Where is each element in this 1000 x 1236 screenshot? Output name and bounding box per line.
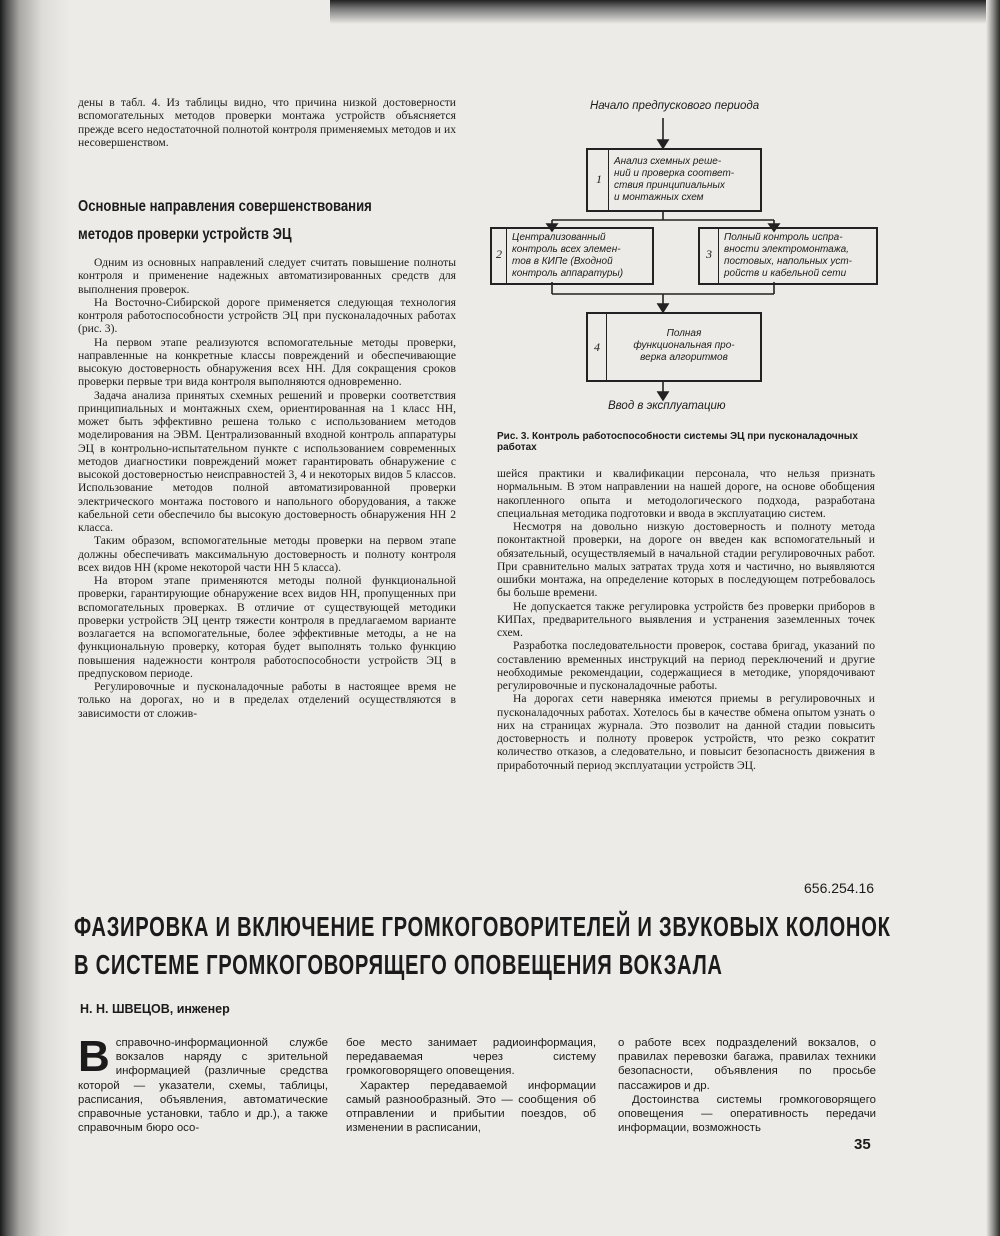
article-author: Н. Н. ШВЕЦОВ, инженер xyxy=(80,1002,230,1016)
article-column-1 xyxy=(78,1032,328,1135)
right-paragraph-4: Разработка последовательности проверок, состава бригад, указаний по составлению временных инструкций на период переключений и другие необходимые рекомендации, содержащиеся в методике, упорядочивают регулировочные и пусконаладочные работы. xyxy=(497,639,875,692)
flowchart-box-2: 2 Централизованный контроль всех элемен- тов в КИПе (Входной контроль аппаратуры) xyxy=(490,227,654,285)
right-column xyxy=(497,467,875,772)
article-column-2: бое место занимает радиоинформация, передаваемая через систему громкоговорящего оповещения. Характер передаваемой информации самый разнообразный. Это — сообщения об отправлении и прибытии поездов, об изменении в расписании, xyxy=(346,1037,596,1135)
left-paragraph-8: Регулировочные и пусконаладочные работы в настоящее время не только на дорогах, но и в пределах отделений осуществляются в зависимости от сложив- xyxy=(78,680,456,720)
right-paragraph-2: Несмотря на довольно низкую достоверность и полноту метода поконтактной проверки, на дороге он введен как вспомогательный и обязательный, осуществляемый в начальной стадии регулировочных работ. При сравнительно малых затратах труда хотя и частично, но выявляются ошибки монтажа, на определение которых в последующем потребовалось бы больше времени. xyxy=(497,520,875,600)
drop-cap: В xyxy=(78,1032,110,1081)
flowchart-box-3: 3 Полный контроль испра- вности электромонтажа, постовых, напольных уст- ройств и кабельной сети xyxy=(698,227,878,285)
right-paragraph-1: шейся практики и квалификации персонала, что нельзя признать нормальным. В этом направлении на нашей дороге, на основе обобщения накопленного опыта и методологического подхода, разработана специальная методика подготовки и ввода в эксплуатацию систем. xyxy=(497,467,875,520)
left-paragraph-7: На втором этапе применяются методы полной функциональной проверки, гарантирующие обнаружение всех видов НН, пропущенных при вспомогательных проверках. В отличие от существующей методики проверки устройств ЭЦ центр тяжести контроля в предлагаемом варианте возлагается на вспомогательные, более эффективные методы, а не на функциональную проверку, которая будет выполнять только функцию повышения надежности контроля работоспособности устройств ЭЦ в предпусковом периоде. xyxy=(78,574,456,680)
scan-left-edge xyxy=(0,0,70,1236)
page-number: 35 xyxy=(854,1136,871,1153)
left-paragraph-5: Задача анализа принятых схемных решений и проверки соответствия принципиальных и монтажных схем, ориентированная на 1 класс НН, может быть эффективно решена только с использованием методов моделирования на ЭВМ. Централизованный входной контроль аппаратуры ЭЦ в контрольно-испытательном пункте с использованием современных методов диагностики повреждений может гарантировать обнаружение с высокой достоверностью неисправностей 3, 4 и некоторых видов 5 классов. Использование методов полной автоматизированной проверки электрического монтажа постового и напольного оборудования, а также кабельной сети обеспечило бы высокую достоверность обнаружения НН 2 класса. xyxy=(78,388,456,534)
flowchart-figure xyxy=(488,96,880,456)
article-col1-text: справочно-информационной службе вокзалов наряду с зрительной информацией (различные средства которой — указатели, схемы, таблицы, расписания, объявления, автоматические справочные установки, табло и др.), а также справочным бюро осо- xyxy=(78,1037,328,1135)
article-title: ФАЗИРОВКА И ВКЛЮЧЕНИЕ ГРОМКОГОВОРИТЕЛЕЙ И ЗВУКОВЫХ КОЛОНОК В СИСТЕМЕ ГРОМКОГОВОРЯЩЕГО ОПОВЕЩЕНИЯ ВОКЗАЛА xyxy=(74,911,891,980)
left-paragraph-4: На первом этапе реализуются вспомогательные методы проверки, направленные на конкретные классы повреждений и обеспечивающие высокую достоверность обнаружения всех НН. Для сокращения сроков проверки первые три вида контроля выполняются одновременно. xyxy=(78,335,456,389)
figure-caption: Рис. 3. Контроль работоспособности системы ЭЦ при пусконаладочных работах xyxy=(497,431,858,453)
left-paragraph-2: Одним из основных направлений следует считать повышение полноты контроля и применение надежных автоматизированных средств для выполнения проверок. xyxy=(78,256,456,296)
flowchart-start-label: Начало предпускового периода xyxy=(590,100,760,112)
right-paragraph-3: Не допускается также регулировка устройств без проверки приборов в КИПах, предварительного выявления и устранения заземленных точек схем. xyxy=(497,599,875,639)
left-paragraph-6: Таким образом, вспомогательные методы проверки на первом этапе должны обеспечивать максимальную достоверность и полноту контроля всех видов НН (кроме некоторой части НН 5 класса). xyxy=(78,534,456,574)
left-paragraph-3: На Восточно-Сибирской дороге применяется следующая технология контроля работоспособности устройств ЭЦ при пусконаладочных работах (рис. 3). xyxy=(78,295,456,336)
right-paragraph-5: На дорогах сети наверняка имеются приемы в регулировочных и пусконаладочных работах. Хотелось бы в качестве обмена опытом узнать о них на страницах журнала. Это позволит на данной стадии повысить достоверность и полноту проверок устройств, что резко сократит количество отказов, а следовательно, и повысит безопасность движения в приработочный период эксплуатации устройств ЭЦ. xyxy=(497,692,875,772)
flowchart-box-4: 4 Полная функциональная про- верка алгоритмов xyxy=(586,312,762,382)
scan-top-edge xyxy=(330,0,1000,24)
udk-code: 656.254.16 xyxy=(804,880,875,896)
section-heading: Основные направления совершенствования методов проверки устройств ЭЦ xyxy=(78,198,372,243)
left-paragraph-1: дены в табл. 4. Из таблицы видно, что причина низкой достоверности вспомогательных методов проверки монтажа устройств объясняется прежде всего недостаточной полнотой контроля применяемых методов и их несовершенством. xyxy=(78,96,456,149)
flowchart-box-1: 1 Анализ схемных реше- ний и проверка соответ- ствия принципиальных и монтажных схем xyxy=(586,148,762,212)
flowchart-end-label: Ввод в эксплуатацию xyxy=(608,400,726,412)
left-body-text xyxy=(78,256,456,720)
scan-right-edge xyxy=(986,0,1000,1236)
article-column-3: о работе всех подразделений вокзалов, о правилах перевозки багажа, правилах техники безопасности, объявления по просьбе пассажиров и др. Достоинства системы громкоговорящего оповещения — оперативность передачи информации, возможность xyxy=(618,1037,876,1135)
